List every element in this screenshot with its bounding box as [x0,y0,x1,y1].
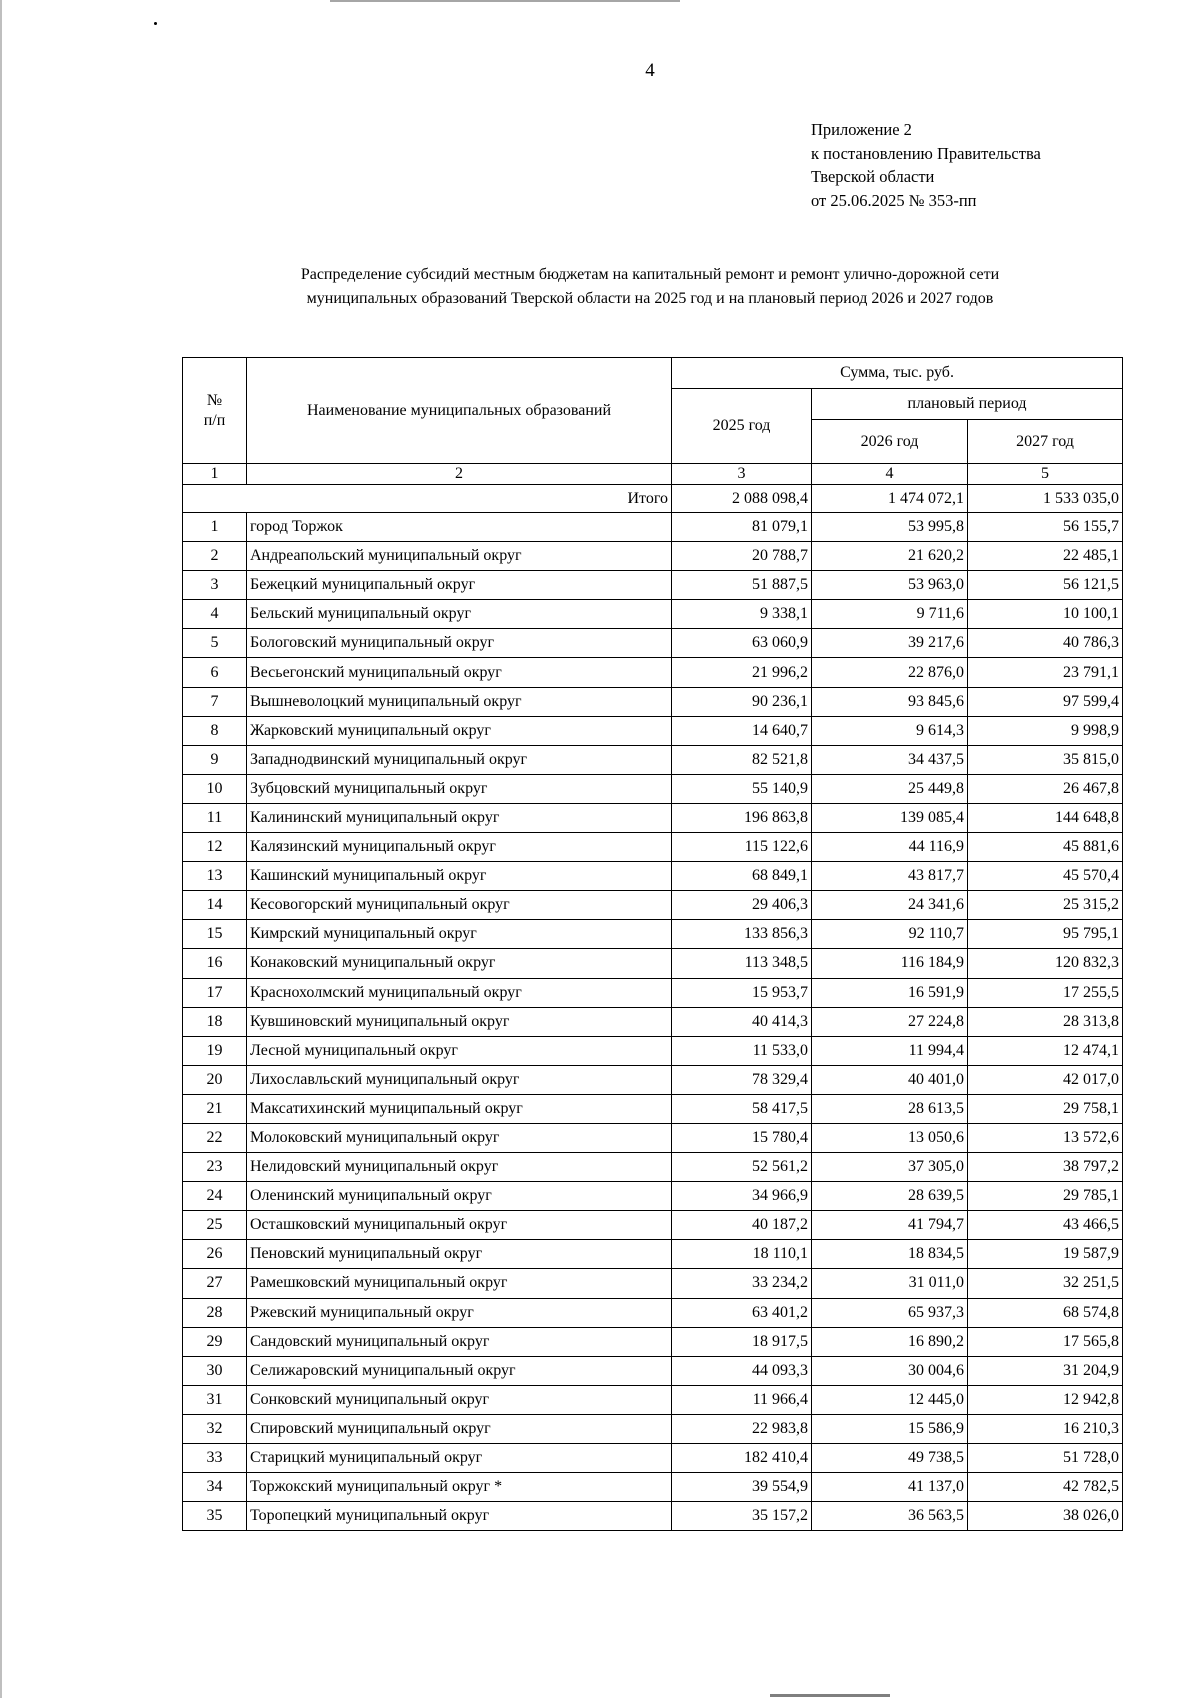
row-number: 14 [183,891,247,920]
amount-2026: 21 620,2 [812,542,968,571]
municipality-name: Весьегонский муниципальный округ [247,658,672,687]
municipality-name: Лихославльский муниципальный округ [247,1065,672,1094]
amount-2025: 35 157,2 [672,1502,812,1531]
amount-2026: 37 305,0 [812,1153,968,1182]
page-number: 4 [645,60,655,81]
amount-2027: 31 204,9 [968,1356,1123,1385]
row-number: 6 [183,658,247,687]
amount-2027: 56 121,5 [968,571,1123,600]
title-line: Распределение субсидий местным бюджетам на капитальный ремонт и ремонт улично-дорожной сети [300,266,1000,283]
amount-2026: 139 085,4 [812,803,968,832]
amount-2026: 22 876,0 [812,658,968,687]
amount-2026: 13 050,6 [812,1123,968,1152]
appendix-line: к постановлению Правительства [811,143,1041,163]
row-number: 8 [183,716,247,745]
row-number: 9 [183,745,247,774]
amount-2026: 9 614,3 [812,716,968,745]
table-row [183,513,1123,542]
amount-2027: 38 797,2 [968,1153,1123,1182]
table-row [183,1444,1123,1473]
row-number: 17 [183,978,247,1007]
amount-2025: 22 983,8 [672,1414,812,1443]
amount-2026: 16 591,9 [812,978,968,1007]
column-number: 1 [183,464,247,485]
amount-2025: 15 780,4 [672,1123,812,1152]
amount-2025: 18 110,1 [672,1240,812,1269]
header-year-2026: 2026 год [812,420,968,464]
amount-2027: 95 795,1 [968,920,1123,949]
municipality-name: Лесной муниципальный округ [247,1036,672,1065]
amount-2026: 30 004,6 [812,1356,968,1385]
amount-2027: 38 026,0 [968,1502,1123,1531]
municipality-name: Кимрский муниципальный округ [247,920,672,949]
header-municipality-name: Наименование муниципальных образований [247,358,672,464]
row-number: 10 [183,774,247,803]
row-number: 23 [183,1153,247,1182]
total-label: Итого [183,485,672,513]
amount-2025: 78 329,4 [672,1065,812,1094]
table-row [183,542,1123,571]
amount-2025: 33 234,2 [672,1269,812,1298]
municipality-name: Максатихинский муниципальный округ [247,1094,672,1123]
amount-2027: 45 570,4 [968,862,1123,891]
amount-2026: 53 963,0 [812,571,968,600]
amount-2027: 35 815,0 [968,745,1123,774]
table-row [183,1123,1123,1152]
row-number: 29 [183,1327,247,1356]
municipality-name: Рамешковский муниципальный округ [247,1269,672,1298]
amount-2027: 42 782,5 [968,1473,1123,1502]
amount-2026: 34 437,5 [812,745,968,774]
row-number: 25 [183,1211,247,1240]
amount-2026: 39 217,6 [812,629,968,658]
amount-2025: 82 521,8 [672,745,812,774]
municipality-name: Краснохолмский муниципальный округ [247,978,672,1007]
header-sum: Сумма, тыс. руб. [672,358,1123,389]
amount-2026: 25 449,8 [812,774,968,803]
table-row [183,716,1123,745]
amount-2026: 28 639,5 [812,1182,968,1211]
amount-2026: 49 738,5 [812,1444,968,1473]
table-row [183,774,1123,803]
table-row [183,833,1123,862]
amount-2025: 115 122,6 [672,833,812,862]
amount-2025: 21 996,2 [672,658,812,687]
row-number: 4 [183,600,247,629]
amount-2027: 43 466,5 [968,1211,1123,1240]
table-row [183,1269,1123,1298]
amount-2027: 51 728,0 [968,1444,1123,1473]
header-planned-period: плановый период [812,389,1123,420]
amount-2027: 40 786,3 [968,629,1123,658]
amount-2026: 41 794,7 [812,1211,968,1240]
table-row [183,1356,1123,1385]
amount-2026: 116 184,9 [812,949,968,978]
amount-2026: 15 586,9 [812,1414,968,1443]
amount-2025: 63 401,2 [672,1298,812,1327]
municipality-name: Нелидовский муниципальный округ [247,1153,672,1182]
amount-2026: 43 817,7 [812,862,968,891]
municipality-name: Западнодвинский муниципальный округ [247,745,672,774]
appendix-line: Приложение 2 [811,120,912,139]
table-row [183,1240,1123,1269]
table-row [183,745,1123,774]
total-row [183,485,1123,513]
total-2026: 1 474 072,1 [812,485,968,513]
amount-2026: 65 937,3 [812,1298,968,1327]
row-number: 7 [183,687,247,716]
row-number: 12 [183,833,247,862]
municipality-name: Бельский муниципальный округ [247,600,672,629]
table-row [183,803,1123,832]
table-row [183,1502,1123,1531]
municipality-name: Калининский муниципальный округ [247,803,672,832]
row-number: 16 [183,949,247,978]
municipality-name: Спировский муниципальный округ [247,1414,672,1443]
amount-2026: 93 845,6 [812,687,968,716]
municipality-name: Кувшиновский муниципальный округ [247,1007,672,1036]
column-number: 5 [968,464,1123,485]
table-row [183,1153,1123,1182]
amount-2026: 36 563,5 [812,1502,968,1531]
amount-2025: 68 849,1 [672,862,812,891]
municipality-name: Молоковский муниципальный округ [247,1123,672,1152]
amount-2027: 45 881,6 [968,833,1123,862]
table-row [183,1211,1123,1240]
amount-2025: 182 410,4 [672,1444,812,1473]
row-number: 20 [183,1065,247,1094]
amount-2027: 32 251,5 [968,1269,1123,1298]
table-row [183,1414,1123,1443]
amount-2026: 11 994,4 [812,1036,968,1065]
column-number: 2 [247,464,672,485]
amount-2026: 53 995,8 [812,513,968,542]
amount-2027: 17 255,5 [968,978,1123,1007]
row-number: 5 [183,629,247,658]
amount-2026: 92 110,7 [812,920,968,949]
row-number: 28 [183,1298,247,1327]
municipality-name: Кашинский муниципальный округ [247,862,672,891]
row-number: 31 [183,1385,247,1414]
municipality-name: Сонковский муниципальный округ [247,1385,672,1414]
amount-2027: 23 791,1 [968,658,1123,687]
table-row [183,949,1123,978]
row-number: 3 [183,571,247,600]
amount-2027: 97 599,4 [968,687,1123,716]
amount-2027: 9 998,9 [968,716,1123,745]
amount-2026: 18 834,5 [812,1240,968,1269]
amount-2025: 63 060,9 [672,629,812,658]
table-row [183,1065,1123,1094]
scan-artifact-top-left [330,0,680,2]
amount-2027: 25 315,2 [968,891,1123,920]
amount-2027: 29 758,1 [968,1094,1123,1123]
municipality-name: Оленинский муниципальный округ [247,1182,672,1211]
table-row [183,629,1123,658]
amount-2025: 113 348,5 [672,949,812,978]
municipality-name: Андреапольский муниципальный округ [247,542,672,571]
amount-2027: 42 017,0 [968,1065,1123,1094]
municipality-name: Старицкий муниципальный округ [247,1444,672,1473]
amount-2025: 90 236,1 [672,687,812,716]
row-number: 2 [183,542,247,571]
municipality-name: Ржевский муниципальный округ [247,1298,672,1327]
amount-2025: 196 863,8 [672,803,812,832]
table-row [183,1327,1123,1356]
amount-2027: 144 648,8 [968,803,1123,832]
amount-2025: 40 414,3 [672,1007,812,1036]
amount-2025: 11 533,0 [672,1036,812,1065]
row-number: 13 [183,862,247,891]
total-2025: 2 088 098,4 [672,485,812,513]
amount-2027: 22 485,1 [968,542,1123,571]
amount-2027: 12 474,1 [968,1036,1123,1065]
amount-2025: 55 140,9 [672,774,812,803]
row-number: 18 [183,1007,247,1036]
municipality-name: Торопецкий муниципальный округ [247,1502,672,1531]
amount-2026: 41 137,0 [812,1473,968,1502]
column-number: 3 [672,464,812,485]
row-number: 30 [183,1356,247,1385]
scan-artifact-bottom [770,1694,890,1697]
header-year-2025: 2025 год [672,389,812,464]
amount-2026: 28 613,5 [812,1094,968,1123]
amount-2027: 13 572,6 [968,1123,1123,1152]
amount-2027: 120 832,3 [968,949,1123,978]
amount-2025: 9 338,1 [672,600,812,629]
amount-2027: 16 210,3 [968,1414,1123,1443]
header-num-symbol: № [206,391,223,409]
row-number: 1 [183,513,247,542]
amount-2025: 14 640,7 [672,716,812,745]
row-number: 15 [183,920,247,949]
amount-2025: 20 788,7 [672,542,812,571]
header-num-abbr: п/п [203,411,226,429]
table-row [183,571,1123,600]
table-row [183,1036,1123,1065]
amount-2027: 17 565,8 [968,1327,1123,1356]
subsidy-table [182,357,1123,1531]
amount-2027: 29 785,1 [968,1182,1123,1211]
amount-2027: 26 467,8 [968,774,1123,803]
amount-2025: 39 554,9 [672,1473,812,1502]
table-row [183,1094,1123,1123]
amount-2026: 16 890,2 [812,1327,968,1356]
amount-2025: 51 887,5 [672,571,812,600]
table-row [183,891,1123,920]
amount-2027: 10 100,1 [968,600,1123,629]
title-line: муниципальных образований Тверской области на 2025 год и на плановый период 2026 и 2027 годов [306,289,994,307]
amount-2025: 15 953,7 [672,978,812,1007]
municipality-name: Пеновский муниципальный округ [247,1240,672,1269]
table-row [183,1385,1123,1414]
amount-2025: 58 417,5 [672,1094,812,1123]
table-row [183,658,1123,687]
table-row [183,1182,1123,1211]
amount-2026: 24 341,6 [812,891,968,920]
amount-2026: 9 711,6 [812,600,968,629]
municipality-name: Торжокский муниципальный округ * [247,1473,672,1502]
municipality-name: Кесовогорский муниципальный округ [247,891,672,920]
municipality-name: Жарковский муниципальный округ [247,716,672,745]
table-row [183,687,1123,716]
amount-2027: 19 587,9 [968,1240,1123,1269]
amount-2026: 31 011,0 [812,1269,968,1298]
table-row [183,978,1123,1007]
row-number: 21 [183,1094,247,1123]
header-row-number [183,358,247,464]
row-number: 19 [183,1036,247,1065]
appendix-line: Тверской области [811,167,935,186]
municipality-name: Конаковский муниципальный округ [247,949,672,978]
row-number: 32 [183,1414,247,1443]
amount-2026: 44 116,9 [812,833,968,862]
municipality-name: Калязинский муниципальный округ [247,833,672,862]
amount-2026: 40 401,0 [812,1065,968,1094]
municipality-name: Вышневолоцкий муниципальный округ [247,687,672,716]
table-row [183,920,1123,949]
row-number: 24 [183,1182,247,1211]
table-row [183,1007,1123,1036]
row-number: 26 [183,1240,247,1269]
municipality-name: Сандовский муниципальный округ [247,1327,672,1356]
municipality-name: Бежецкий муниципальный округ [247,571,672,600]
municipality-name: Селижаровский муниципальный округ [247,1356,672,1385]
amount-2025: 81 079,1 [672,513,812,542]
amount-2025: 34 966,9 [672,1182,812,1211]
row-number: 22 [183,1123,247,1152]
scan-artifact-dot [154,22,157,25]
amount-2025: 29 406,3 [672,891,812,920]
amount-2025: 52 561,2 [672,1153,812,1182]
table-row [183,600,1123,629]
amount-2026: 12 445,0 [812,1385,968,1414]
municipality-name: Осташковский муниципальный округ [247,1211,672,1240]
column-number: 4 [812,464,968,485]
row-number: 34 [183,1473,247,1502]
total-2027: 1 533 035,0 [968,485,1123,513]
municipality-name: Бологовский муниципальный округ [247,629,672,658]
amount-2027: 56 155,7 [968,513,1123,542]
amount-2025: 44 093,3 [672,1356,812,1385]
row-number: 35 [183,1502,247,1531]
municipality-name: город Торжок [247,513,672,542]
amount-2025: 133 856,3 [672,920,812,949]
row-number: 33 [183,1444,247,1473]
document-title [200,263,1100,310]
amount-2027: 68 574,8 [968,1298,1123,1327]
row-number: 11 [183,803,247,832]
table-row [183,862,1123,891]
amount-2027: 28 313,8 [968,1007,1123,1036]
table-row [183,1298,1123,1327]
header-year-2027: 2027 год [968,420,1123,464]
appendix-line: от 25.06.2025 № 353-пп [811,190,977,210]
amount-2027: 12 942,8 [968,1385,1123,1414]
appendix-reference [811,118,1041,212]
amount-2025: 18 917,5 [672,1327,812,1356]
table-row [183,1473,1123,1502]
municipality-name: Зубцовский муниципальный округ [247,774,672,803]
amount-2025: 11 966,4 [672,1385,812,1414]
amount-2026: 27 224,8 [812,1007,968,1036]
scan-artifact-left-edge [0,0,2,1698]
row-number: 27 [183,1269,247,1298]
amount-2025: 40 187,2 [672,1211,812,1240]
